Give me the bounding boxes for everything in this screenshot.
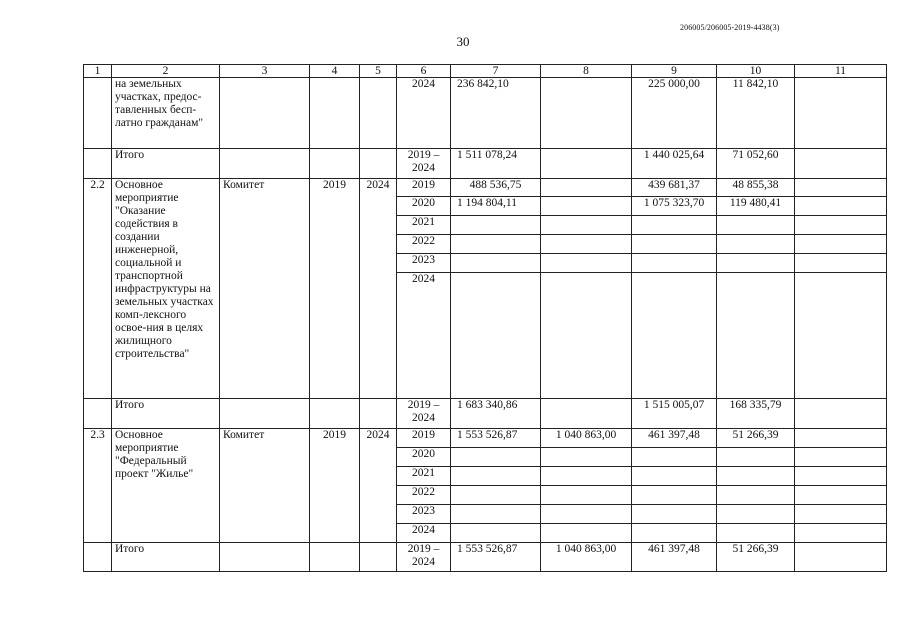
federal-amount-cell [541, 149, 632, 179]
total-label: Итого [112, 399, 220, 429]
local-amount-cell: 51 266,39 [717, 543, 795, 572]
total-amount-cell [451, 524, 541, 543]
other-amount-cell [795, 179, 887, 197]
start-year-cell [310, 78, 360, 149]
federal-amount-cell: 1 040 863,00 [541, 429, 632, 448]
regional-amount-cell [632, 505, 717, 524]
measure-name: Основное мероприятие "Федеральный проект "Жилье" [112, 429, 220, 543]
regional-amount-cell [632, 524, 717, 543]
regional-amount-cell [632, 486, 717, 505]
total-amount-cell: 1 511 078,24 [451, 149, 541, 179]
federal-amount-cell [541, 78, 632, 149]
federal-amount-cell [541, 505, 632, 524]
other-amount-cell [795, 254, 887, 273]
federal-amount-cell [541, 399, 632, 429]
executor-cell [220, 149, 310, 179]
year-cell: 2020 [397, 448, 451, 467]
start-year-cell [310, 543, 360, 572]
local-amount-cell: 168 335,79 [717, 399, 795, 429]
local-amount-cell [717, 448, 795, 467]
other-amount-cell [795, 524, 887, 543]
federal-amount-cell [541, 235, 632, 254]
federal-amount-cell: 1 040 863,00 [541, 543, 632, 572]
total-amount-cell [451, 235, 541, 254]
year-cell: 2021 [397, 216, 451, 235]
budget-table [83, 64, 887, 572]
local-amount-cell [717, 505, 795, 524]
regional-amount-cell: 461 397,48 [632, 543, 717, 572]
other-amount-cell [795, 399, 887, 429]
local-amount-cell [717, 235, 795, 254]
column-header: 3 [220, 65, 310, 78]
total-amount-cell: 236 842,10 [451, 78, 541, 149]
end-year-cell: 2024 [360, 179, 397, 399]
row-number [84, 149, 112, 179]
other-amount-cell [795, 149, 887, 179]
document-id: 206005/206005-2019-4438(3) [680, 23, 780, 32]
period-cell: 2019 – 2024 [397, 399, 451, 429]
other-amount-cell [795, 467, 887, 486]
year-cell: 2019 [397, 179, 451, 197]
total-label: Итого [112, 149, 220, 179]
year-cell: 2022 [397, 235, 451, 254]
year-cell: 2023 [397, 505, 451, 524]
regional-amount-cell [632, 273, 717, 399]
column-header: 11 [795, 65, 887, 78]
local-amount-cell [717, 216, 795, 235]
year-cell: 2021 [397, 467, 451, 486]
total-amount-cell: 1 683 340,86 [451, 399, 541, 429]
other-amount-cell [795, 78, 887, 149]
other-amount-cell [795, 505, 887, 524]
year-cell: 2024 [397, 78, 451, 149]
row-number [84, 543, 112, 572]
regional-amount-cell [632, 467, 717, 486]
year-cell: 2024 [397, 524, 451, 543]
year-cell: 2022 [397, 486, 451, 505]
column-header: 4 [310, 65, 360, 78]
executor-cell [220, 399, 310, 429]
column-header: 1 [84, 65, 112, 78]
end-year-cell [360, 149, 397, 179]
regional-amount-cell: 1 440 025,64 [632, 149, 717, 179]
period-cell: 2019 – 2024 [397, 543, 451, 572]
total-amount-cell [451, 448, 541, 467]
total-row [84, 543, 887, 572]
column-header: 9 [632, 65, 717, 78]
other-amount-cell [795, 448, 887, 467]
end-year-cell [360, 399, 397, 429]
local-amount-cell: 71 052,60 [717, 149, 795, 179]
period-cell: 2019 – 2024 [397, 149, 451, 179]
regional-amount-cell [632, 235, 717, 254]
column-header: 7 [451, 65, 541, 78]
total-amount-cell: 488 536,75 [451, 179, 541, 197]
start-year-cell: 2019 [310, 429, 360, 543]
other-amount-cell [795, 273, 887, 399]
other-amount-cell [795, 235, 887, 254]
total-amount-cell [451, 254, 541, 273]
local-amount-cell [717, 524, 795, 543]
other-amount-cell [795, 197, 887, 216]
federal-amount-cell [541, 254, 632, 273]
local-amount-cell: 48 855,38 [717, 179, 795, 197]
total-row [84, 149, 887, 179]
local-amount-cell: 11 842,10 [717, 78, 795, 149]
local-amount-cell: 119 480,41 [717, 197, 795, 216]
start-year-cell [310, 149, 360, 179]
executor-cell: Комитет [220, 179, 310, 399]
local-amount-cell: 51 266,39 [717, 429, 795, 448]
total-amount-cell: 1 553 526,87 [451, 429, 541, 448]
total-amount-cell [451, 505, 541, 524]
regional-amount-cell: 1 515 005,07 [632, 399, 717, 429]
executor-cell [220, 543, 310, 572]
end-year-cell: 2024 [360, 429, 397, 543]
total-amount-cell [451, 467, 541, 486]
federal-amount-cell [541, 486, 632, 505]
column-header: 5 [360, 65, 397, 78]
year-cell: 2020 [397, 197, 451, 216]
total-amount-cell: 1 194 804,11 [451, 197, 541, 216]
federal-amount-cell [541, 524, 632, 543]
other-amount-cell [795, 486, 887, 505]
regional-amount-cell [632, 254, 717, 273]
total-amount-cell [451, 273, 541, 399]
year-cell: 2019 [397, 429, 451, 448]
column-header: 2 [112, 65, 220, 78]
local-amount-cell [717, 467, 795, 486]
federal-amount-cell [541, 273, 632, 399]
total-amount-cell [451, 486, 541, 505]
year-cell: 2024 [397, 273, 451, 399]
column-header: 6 [397, 65, 451, 78]
regional-amount-cell [632, 216, 717, 235]
executor-cell [220, 78, 310, 149]
measure-name: на земельных участках, предос-тавленных бесп-латно гражданам" [112, 78, 220, 149]
row-number: 2.3 [84, 429, 112, 543]
end-year-cell [360, 78, 397, 149]
row-number: 2.2 [84, 179, 112, 399]
federal-amount-cell [541, 467, 632, 486]
federal-amount-cell [541, 179, 632, 197]
column-header: 8 [541, 65, 632, 78]
federal-amount-cell [541, 197, 632, 216]
column-header: 10 [717, 65, 795, 78]
local-amount-cell [717, 254, 795, 273]
table-header-row [84, 65, 887, 78]
regional-amount-cell: 461 397,48 [632, 429, 717, 448]
table-row [84, 78, 887, 149]
federal-amount-cell [541, 448, 632, 467]
other-amount-cell [795, 216, 887, 235]
local-amount-cell [717, 273, 795, 399]
end-year-cell [360, 543, 397, 572]
total-amount-cell: 1 553 526,87 [451, 543, 541, 572]
total-label: Итого [112, 543, 220, 572]
page-number: 30 [456, 34, 470, 49]
regional-amount-cell: 225 000,00 [632, 78, 717, 149]
local-amount-cell [717, 486, 795, 505]
regional-amount-cell: 439 681,37 [632, 179, 717, 197]
total-amount-cell [451, 216, 541, 235]
other-amount-cell [795, 543, 887, 572]
other-amount-cell [795, 429, 887, 448]
federal-amount-cell [541, 216, 632, 235]
table-row [84, 179, 887, 197]
table-row [84, 429, 887, 448]
executor-cell: Комитет [220, 429, 310, 543]
year-cell: 2023 [397, 254, 451, 273]
start-year-cell: 2019 [310, 179, 360, 399]
row-number [84, 399, 112, 429]
regional-amount-cell: 1 075 323,70 [632, 197, 717, 216]
regional-amount-cell [632, 448, 717, 467]
start-year-cell [310, 399, 360, 429]
total-row [84, 399, 887, 429]
measure-name: Основное мероприятие "Оказание содействия в создании инженерной, социальной и транспортной инфраструктуры на земельных участках комп-лексного освое-ния в целях жилищного строительства" [112, 179, 220, 399]
row-number [84, 78, 112, 149]
